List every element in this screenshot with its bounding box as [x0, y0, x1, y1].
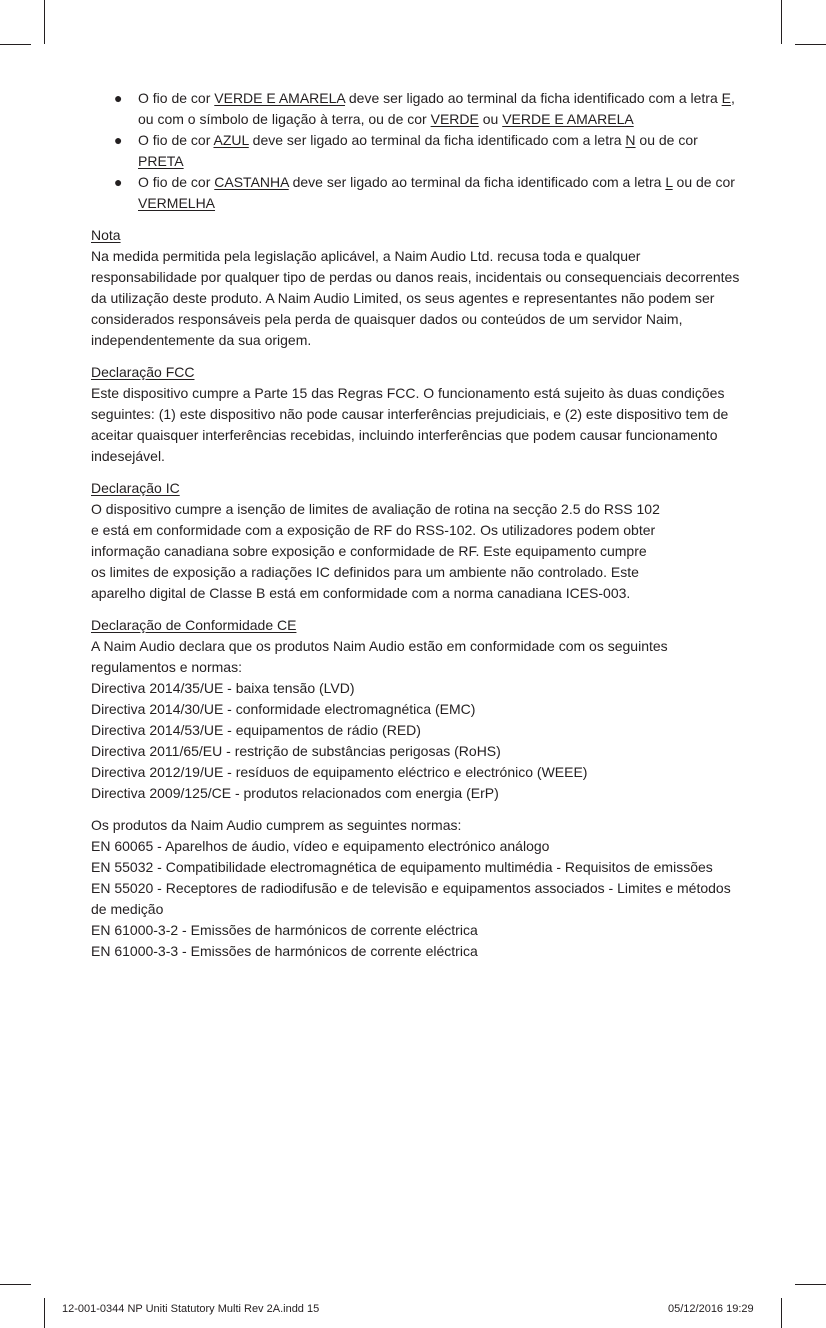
wiring-bullet-list	[91, 88, 741, 214]
directive-line: Directiva 2014/35/UE - baixa tensão (LVD)	[91, 680, 355, 696]
crop-mark	[0, 1284, 31, 1285]
crop-mark	[795, 44, 826, 45]
nota-section	[91, 225, 741, 351]
section-heading: Declaração FCC	[91, 364, 195, 380]
underlined-term: L	[665, 174, 673, 190]
footer-datetime: 05/12/2016 19:29	[668, 1303, 754, 1315]
section-heading: Declaração IC	[91, 480, 180, 496]
directive-line: Directiva 2012/19/UE - resíduos de equipamento eléctrico e electrónico (WEEE)	[91, 764, 588, 780]
directive-line: Directiva 2011/65/EU - restrição de substâncias perigosas (RoHS)	[91, 743, 501, 759]
underlined-term: E	[721, 90, 731, 106]
crop-mark	[44, 1298, 45, 1328]
underlined-term: AZUL	[213, 132, 249, 148]
paragraph-line: e está em conformidade com a exposição de RF do RSS-102. Os utilizadores podem obter	[91, 522, 656, 538]
bullet-dot-icon: ●	[114, 174, 123, 190]
crop-mark	[44, 0, 45, 44]
standards-section	[91, 815, 741, 962]
underlined-term: VERDE E AMARELA	[502, 111, 634, 127]
bullet-text-run: O fio de cor	[138, 132, 214, 148]
directive-line: Directiva 2009/125/CE - produtos relacionados com energia (ErP)	[91, 785, 499, 801]
paragraph-line: os limites de exposição a radiações IC definidos para um ambiente não controlado. Este	[91, 564, 639, 580]
bullet-text-run: ou de cor	[635, 132, 698, 148]
bullet-text-run: O fio de cor	[138, 174, 215, 190]
section-paragraph: Este dispositivo cumpre a Parte 15 das Regras FCC. O funcionamento está sujeito às duas condições seguintes: (1) este dispositivo não pode causar interferências prejudiciais, e (2) este dispositivo tem de aceitar quaisquer interferências recebidas, incluindo interferências que podem causar funcionamento indesejável.	[91, 385, 729, 464]
crop-mark	[781, 0, 782, 44]
fcc-section	[91, 362, 741, 467]
bullet-item	[91, 88, 741, 130]
underlined-term: VERDE E AMARELA	[214, 90, 345, 106]
underlined-term: VERDE	[430, 111, 479, 127]
paragraph-line: aparelho digital de Classe B está em conformidade com a norma canadiana ICES-003.	[91, 585, 631, 601]
ic-section	[91, 478, 741, 604]
section-heading: Declaração de Conformidade CE	[91, 617, 297, 633]
underlined-term: VERMELHA	[138, 195, 216, 211]
underlined-term: N	[625, 132, 636, 148]
ce-section	[91, 615, 741, 804]
directive-line: Directiva 2014/30/UE - conformidade electromagnética (EMC)	[91, 701, 476, 717]
footer-slug: 12-001-0344 NP Uniti Statutory Multi Rev 2A.indd 15	[62, 1303, 320, 1315]
section-paragraph: Os produtos da Naim Audio cumprem as seguintes normas:	[91, 817, 462, 833]
document-body	[91, 88, 741, 962]
paragraph-line: informação canadiana sobre exposição e conformidade de RF. Este equipamento cumpre	[91, 543, 647, 559]
directive-line: Directiva 2014/53/UE - equipamentos de rádio (RED)	[91, 722, 421, 738]
crop-mark	[795, 1284, 826, 1285]
section-heading: Nota	[91, 227, 121, 243]
crop-mark	[781, 1298, 782, 1328]
standard-line: EN 61000-3-3 - Emissões de harmónicos de corrente eléctrica	[91, 943, 478, 959]
crop-mark	[0, 44, 31, 45]
underlined-term: CASTANHA	[214, 174, 289, 190]
bullet-text-run: , ou com o símbolo de ligação à terra, ou de cor	[138, 90, 735, 127]
standard-line: EN 61000-3-2 - Emissões de harmónicos de corrente eléctrica	[91, 922, 478, 938]
section-paragraph: Na medida permitida pela legislação aplicável, a Naim Audio Ltd. recusa toda e qualquer responsabilidade por qualquer tipo de perdas ou danos reais, incidentais ou consequenciais decorrentes da utilização deste produto. A Naim Audio Limited, os seus agentes e representantes não podem ser considerados responsáveis pela perda de quaisquer dados ou conteúdos de um servidor Naim, independentemente da sua origem.	[91, 248, 740, 348]
bullet-item	[91, 172, 741, 214]
bullet-text-run: ou	[478, 111, 503, 127]
bullet-text-run: deve ser ligado ao terminal da ficha identificado com a letra	[344, 90, 722, 106]
bullet-text-run: deve ser ligado ao terminal da ficha identificado com a letra	[288, 174, 666, 190]
standard-line: EN 60065 - Aparelhos de áudio, vídeo e equipamento electrónico análogo	[91, 838, 550, 854]
section-paragraph: A Naim Audio declara que os produtos Naim Audio estão em conformidade com os seguintes regulamentos e normas:	[91, 638, 668, 675]
paragraph-line: O dispositivo cumpre a isenção de limites de avaliação de rotina na secção 2.5 do RSS 102	[91, 501, 660, 517]
bullet-text-run: O fio de cor	[138, 90, 215, 106]
bullet-text-run: ou de cor	[672, 174, 735, 190]
bullet-item	[91, 130, 741, 172]
bullet-dot-icon: ●	[114, 90, 123, 106]
standard-line: EN 55032 - Compatibilidade electromagnética de equipamento multimédia - Requisitos de emissões	[91, 859, 713, 875]
standard-line: EN 55020 - Receptores de radiodifusão e de televisão e equipamentos associados - Limites e métodos de medição	[91, 880, 731, 917]
bullet-dot-icon: ●	[114, 132, 123, 148]
underlined-term: PRETA	[138, 153, 184, 169]
bullet-text-run: deve ser ligado ao terminal da ficha identificado com a letra	[248, 132, 626, 148]
